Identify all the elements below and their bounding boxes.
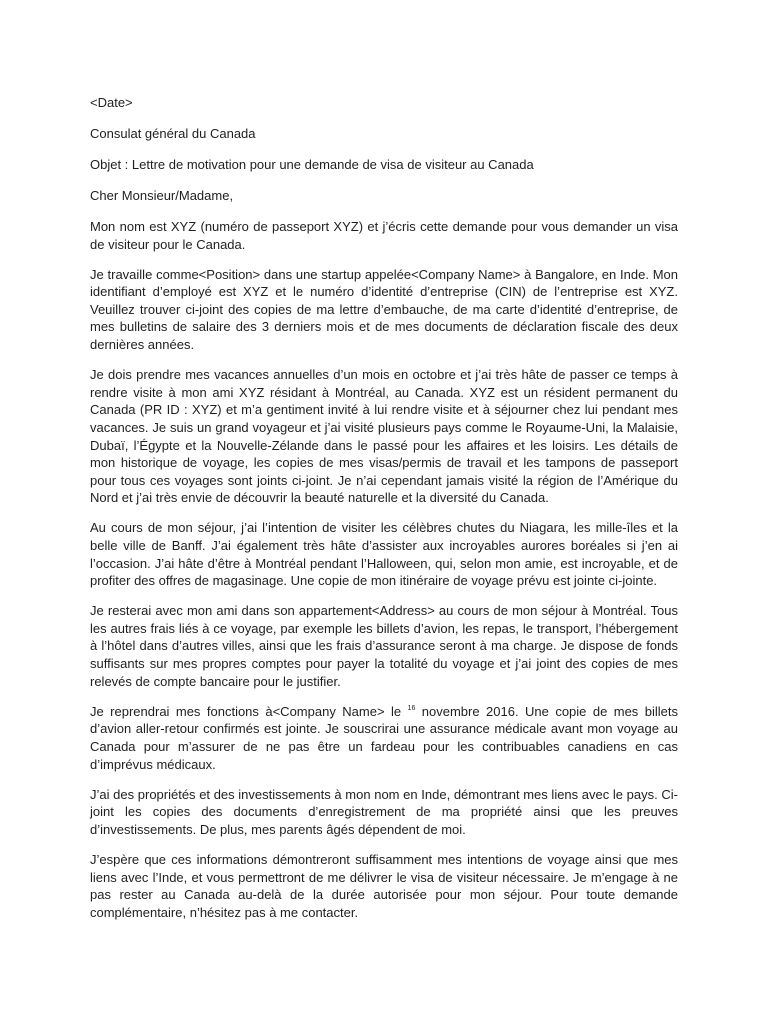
paragraph-ties: J’ai des propriétés et des investissements à mon nom en Inde, démontrant mes liens avec le pays. Ci-joint les copies des documents d’enregistrement de ma propriété ainsi que les preuves d’investissements. De plus, mes parents âgés dépendent de moi. [90, 786, 678, 837]
return-text-end: novembre 2016. Une copie de mes billets d’avion aller-retour confirmés est jointe. Je souscrirai une assurance médicale avant mon voyage au Canada pour m’assurer de ne pas être un fardeau pour les contribuables canadiens en cas d’imprévus médicaux. [90, 703, 678, 772]
paragraph-travel-purpose: Je dois prendre mes vacances annuelles d’un mois en octobre et j’ai très hâte de passer ce temps à rendre visite à mon ami XYZ résidant à Montréal, au Canada. XYZ est un résident permanent du Canada (PR ID : XYZ) et m’a gentiment invité à lui rendre visite et à séjourner chez lui pendant mes vacances. Je suis un grand voyageur et j’ai visité plusieurs pays comme le Royaume-Uni, la Malaisie, Dubaï, l’Égypte et la Nouvelle-Zélande dans le passé pour les affaires et les loisirs. Les détails de mon historique de voyage, les copies de mes visas/permis de travail et les tampons de passeport pour tous ces voyages sont joints ci-joint. Je n’ai cependant jamais visité la région de l’Amérique du Nord et j’ai très envie de découvrir la beauté naturelle et la diversité du Canada. [90, 367, 678, 506]
paragraph-accommodation-funds: Je resterai avec mon ami dans son appartement<Address> au cours de mon séjour à Montréal. Tous les autres frais liés à ce voyage, par exemple les billets d’avion, les repas, le transport, l’hébergement à l’hôtel dans d’autres villes, ainsi que les frais d’assurance seront à ma charge. Je dispose de fonds suffisants sur mes propres comptes pour payer la totalité du voyage et j’ai joint des copies de mes relevés de compte bancaire pour le justifier. [90, 603, 678, 689]
return-day-superscript: 16 [407, 704, 416, 712]
paragraph-closing: J’espère que ces informations démontreront suffisamment mes intentions de voyage ainsi que mes liens avec l’Inde, et vous permettront de me délivrer le visa de visiteur nécessaire. Je m’engage à ne pas rester au Canada au-delà de la durée autorisée pour mon séjour. Pour toute demande complémentaire, n’hésitez pas à me contacter. [90, 851, 678, 920]
subject-line: Objet : Lettre de motivation pour une demande de visa de visiteur au Canada [90, 157, 534, 172]
return-text-start: Je reprendrai mes fonctions à<Company Name> le [90, 703, 408, 719]
paragraph-introduction: Mon nom est XYZ (numéro de passeport XYZ) et j’écris cette demande pour vous demander un visa de visiteur pour le Canada. [90, 219, 678, 252]
paragraph-employment: Je travaille comme<Position> dans une startup appelée<Company Name> à Bangalore, en Inde. Mon identifiant d’employé est XYZ et le numéro d’identité d’entreprise (CIN) de l’entreprise est XYZ. Veuillez trouver ci-joint des copies de ma lettre d’embauche, de ma carte d’identité d’entreprise, de mes bulletins de salaire des 3 derniers mois et de mes documents de déclaration fiscale des deux dernières années. [90, 266, 678, 353]
paragraph-return [90, 703, 678, 773]
salutation: Cher Monsieur/Madame, [90, 188, 234, 203]
recipient: Consulat général du Canada [90, 126, 256, 141]
date-placeholder: <Date> [90, 95, 133, 110]
paragraph-itinerary: Au cours de mon séjour, j’ai l’intention de visiter les célèbres chutes du Niagara, les mille-îles et la belle ville de Banff. J’ai également très hâte d’assister aux incroyables aurores boréales si j’en ai l’occasion. J’ai hâte d’être à Montréal pendant l’Halloween, qui, selon mon amie, est incroyable, et de profiter des offres de magasinage. Une copie de mon itinéraire de voyage prévu est jointe ci-jointe. [90, 520, 678, 589]
